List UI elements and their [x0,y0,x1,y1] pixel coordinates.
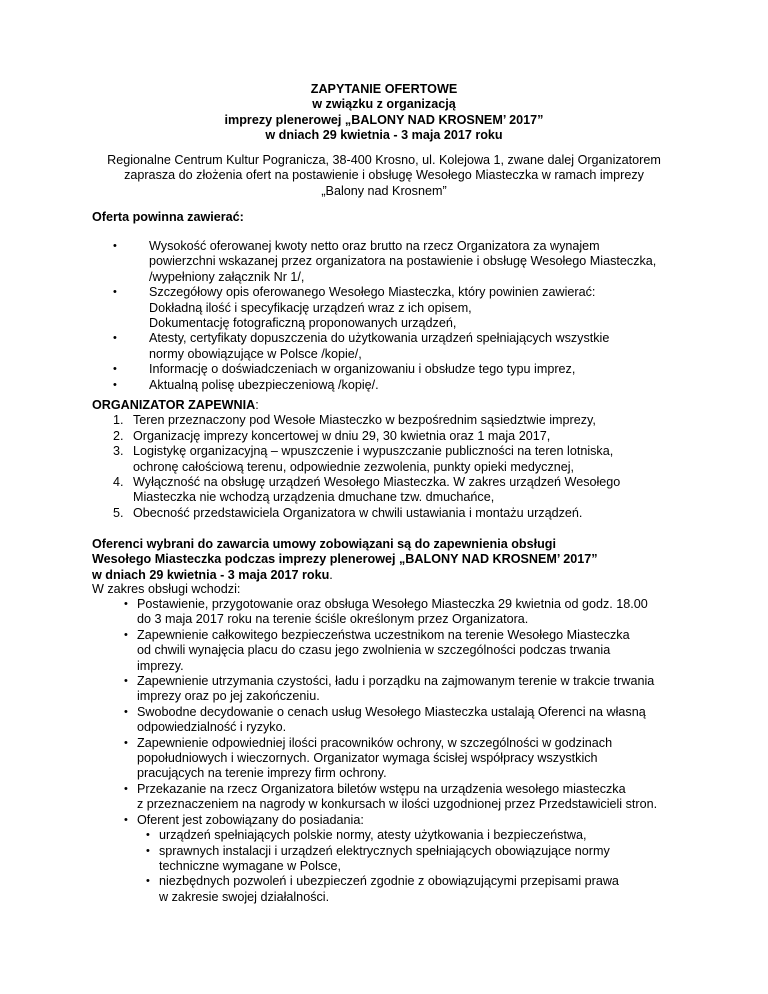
scope-item-line: Swobodne decydowanie o cenach usług Wesołego Miasteczka ustalają Oferenci na własną [137,704,646,719]
header-line-2: w związku z organizacją [312,97,456,112]
organizer-item-line: Obecność przedstawiciela Organizatora w chwili ustawiania i montażu urządzeń. [133,505,583,520]
scope-item [112,597,708,628]
organizer-section [92,398,708,521]
scope-item-line: Zapewnienie odpowiedniej ilości pracowników ochrony, w szczególności w godzinach [137,735,613,750]
organizer-heading: ORGANIZATOR ZAPEWNIA [92,398,256,412]
organizer-item [108,475,708,506]
organizer-item-number: 3. [113,444,124,459]
bullet-icon: • [124,598,128,610]
offer-list [106,239,708,393]
scope-item [112,782,708,813]
scope-list-wrapper [112,597,708,905]
organizer-item-line: Miasteczka nie wchodzą urządzenia dmuchane tzw. dmuchańce, [133,490,495,505]
organizer-item-number: 2. [113,428,124,443]
offer-heading: Oferta powinna zawierać: [92,210,244,224]
offer-item-line: Dokładną ilość i specyfikację urządzeń wraz z ich opisem, [149,300,472,315]
bullet-icon: • [113,286,117,299]
bullet-icon: • [124,813,128,826]
header-line-3: imprezy plenerowej „BALONY NAD KROSNEM’ 2017” [224,112,544,127]
organizer-item-line: Teren przeznaczony pod Wesołe Miasteczko w bezpośrednim sąsiedztwie imprezy, [133,413,596,428]
document-header [0,82,768,144]
offer-section [92,210,708,225]
organizer-heading-colon: : [255,398,259,412]
bullet-icon: • [146,829,150,842]
scope-item-line: do 3 maja 2017 roku na terenie ściśle określonym przez Organizatora. [137,612,529,627]
header-line-4: w dniach 29 kwietnia - 3 maja 2017 roku [265,128,503,143]
bullet-icon: • [146,844,150,857]
bullet-icon: • [124,782,128,795]
bullet-icon: • [113,363,117,376]
intro-line-2: zaprasza do złożenia ofert na postawienie i obsługę Wesołego Miasteczka w ramach imprezy [124,168,644,183]
intro-line-1: Regionalne Centrum Kultur Pogranicza, 38-400 Krosno, ul. Kolejowa 1, zwane dalej Organizatorem [107,153,661,167]
offer-item-line: Dokumentację fotograficzną proponowanych urządzeń, [149,316,457,331]
obligation-line-3-wrap [92,568,708,583]
organizer-item-line: Organizację imprezy koncertowej w dniu 29, 30 kwietnia oraz 1 maja 2017, [133,428,551,443]
organizer-heading-line [92,398,708,413]
obligation-line-2: Wesołego Miasteczka podczas imprezy plenerowej „BALONY NAD KROSNEM’ 2017” [92,552,598,567]
scope-heading: W zakres obsługi wchodzi: [92,582,241,596]
offer-item-line: Szczegółowy opis oferowanego Wesołego Miasteczka, który powinien zawierać: [149,285,596,300]
offer-item-line: Aktualną polisę ubezpieczeniową /kopię/. [149,377,379,392]
scope-item-line: pracujących na terenie imprezy firm ochrony. [137,766,387,781]
scope-item [112,736,708,782]
bullet-icon: • [124,705,128,718]
scope-subitem [137,844,708,875]
offer-item [106,331,708,362]
bullet-icon: • [113,240,117,252]
offer-list-wrapper [106,239,708,393]
scope-subitem-line: w zakresie swojej działalności. [159,889,330,904]
scope-subitem [137,874,708,905]
scope-item-line: Przekazanie na rzecz Organizatora biletów wstępu na urządzenia wesołego miasteczka [137,781,626,796]
offer-item-line: Atesty, certyfikaty dopuszczenia do użytkowania urządzeń spełniających wszystkie [149,331,610,346]
scope-sublist [137,828,708,905]
organizer-list [108,413,708,521]
scope-subitem [137,828,708,843]
bullet-icon: • [124,736,128,749]
scope-subitem-line: niezbędnych pozwoleń i ubezpieczeń zgodnie z obowiązującymi przepisami prawa [159,874,619,889]
scope-item-line: od chwili wynajęcia placu do czasu jego zwolnienia w szczególności podczas trwania [137,643,611,658]
bullet-icon: • [124,628,128,641]
intro-line-3: „Balony nad Krosnem” [321,183,447,198]
organizer-item-line: Logistykę organizacyjną – wpuszczenie i wypuszczanie publiczności na teren lotniska, [133,444,614,459]
scope-item-line: Zapewnienie utrzymania czystości, ładu i porządku na zajmowanym terenie w trakcie trwania [137,674,655,689]
offer-item-line: Informację o doświadczeniach w organizowaniu i obsłudze tego typu imprez, [149,362,576,377]
scope-item-line: imprezy. [137,658,184,673]
offer-item-line: powierzchni wskazanej przez organizatora na postawienie i obsługę Wesołego Miasteczka, [149,254,657,269]
organizer-item-line: ochronę całościową terenu, odpowiednie zezwolenia, punkty opieki medycznej, [133,459,575,474]
offer-item-line: /wypełniony załącznik Nr 1/, [149,269,305,284]
offer-item [106,285,708,331]
scope-item-line: Postawienie, przygotowanie oraz obsługa Wesołego Miasteczka 29 kwietnia od godz. 18.00 [137,597,648,611]
scope-item-line: popołudniowych i wieczornych. Organizator wymaga ścisłej współpracy wszystkich [137,751,598,766]
organizer-item [108,429,708,444]
intro-paragraph [0,153,768,199]
scope-subitem-line: sprawnych instalacji i urządzeń elektrycznych spełniających obowiązujące normy [159,843,610,858]
header-title: ZAPYTANIE OFERTOWE [310,82,458,96]
obligation-paragraph [92,537,708,583]
scope-item-line: z przeznaczeniem na nagrody w konkursach w ilości uzgodnionej przez Przedstawicieli stron. [137,797,658,812]
organizer-item-number: 1. [113,413,124,428]
scope-item-line: odpowiedzialność i ryzyko. [137,720,287,735]
scope-section [92,582,708,597]
organizer-item [108,506,708,521]
organizer-item-number: 5. [113,505,124,520]
scope-subitem-line: urządzeń spełniających polskie normy, atesty użytkowania i bezpieczeństwa, [159,828,587,843]
bullet-icon: • [113,332,117,345]
scope-item [112,628,708,674]
offer-item [106,362,708,377]
scope-subitem-line: techniczne wymagane w Polsce, [159,858,342,873]
obligation-line-3-end: . [329,567,333,582]
organizer-item-line: Wyłączność na obsługę urządzeń Wesołego Miasteczka. W zakres urządzeń Wesołego [133,475,621,490]
bullet-icon: • [146,875,150,888]
scope-list [112,597,708,828]
scope-item [112,705,708,736]
offer-item [106,378,708,393]
organizer-item [108,444,708,475]
scope-item [112,813,708,828]
organizer-item [108,413,708,428]
offer-item [106,239,708,285]
offer-item-line: normy obowiązujące w Polsce /kopie/, [149,346,362,361]
scope-item [112,674,708,705]
scope-item-line: imprezy oraz po jej zakończeniu. [137,689,320,704]
bullet-icon: • [113,378,117,391]
obligation-line-1: Oferenci wybrani do zawarcia umowy zobowiązani są do zapewnienia obsługi [92,537,556,551]
bullet-icon: • [124,675,128,688]
scope-item-line: Oferent jest zobowiązany do posiadania: [137,812,364,827]
organizer-item-number: 4. [113,475,124,490]
scope-item-line: Zapewnienie całkowitego bezpieczeństwa uczestnikom na terenie Wesołego Miasteczka [137,627,630,642]
offer-item-line: Wysokość oferowanej kwoty netto oraz brutto na rzecz Organizatora za wynajem [149,239,600,253]
obligation-line-3: w dniach 29 kwietnia - 3 maja 2017 roku [92,567,330,582]
